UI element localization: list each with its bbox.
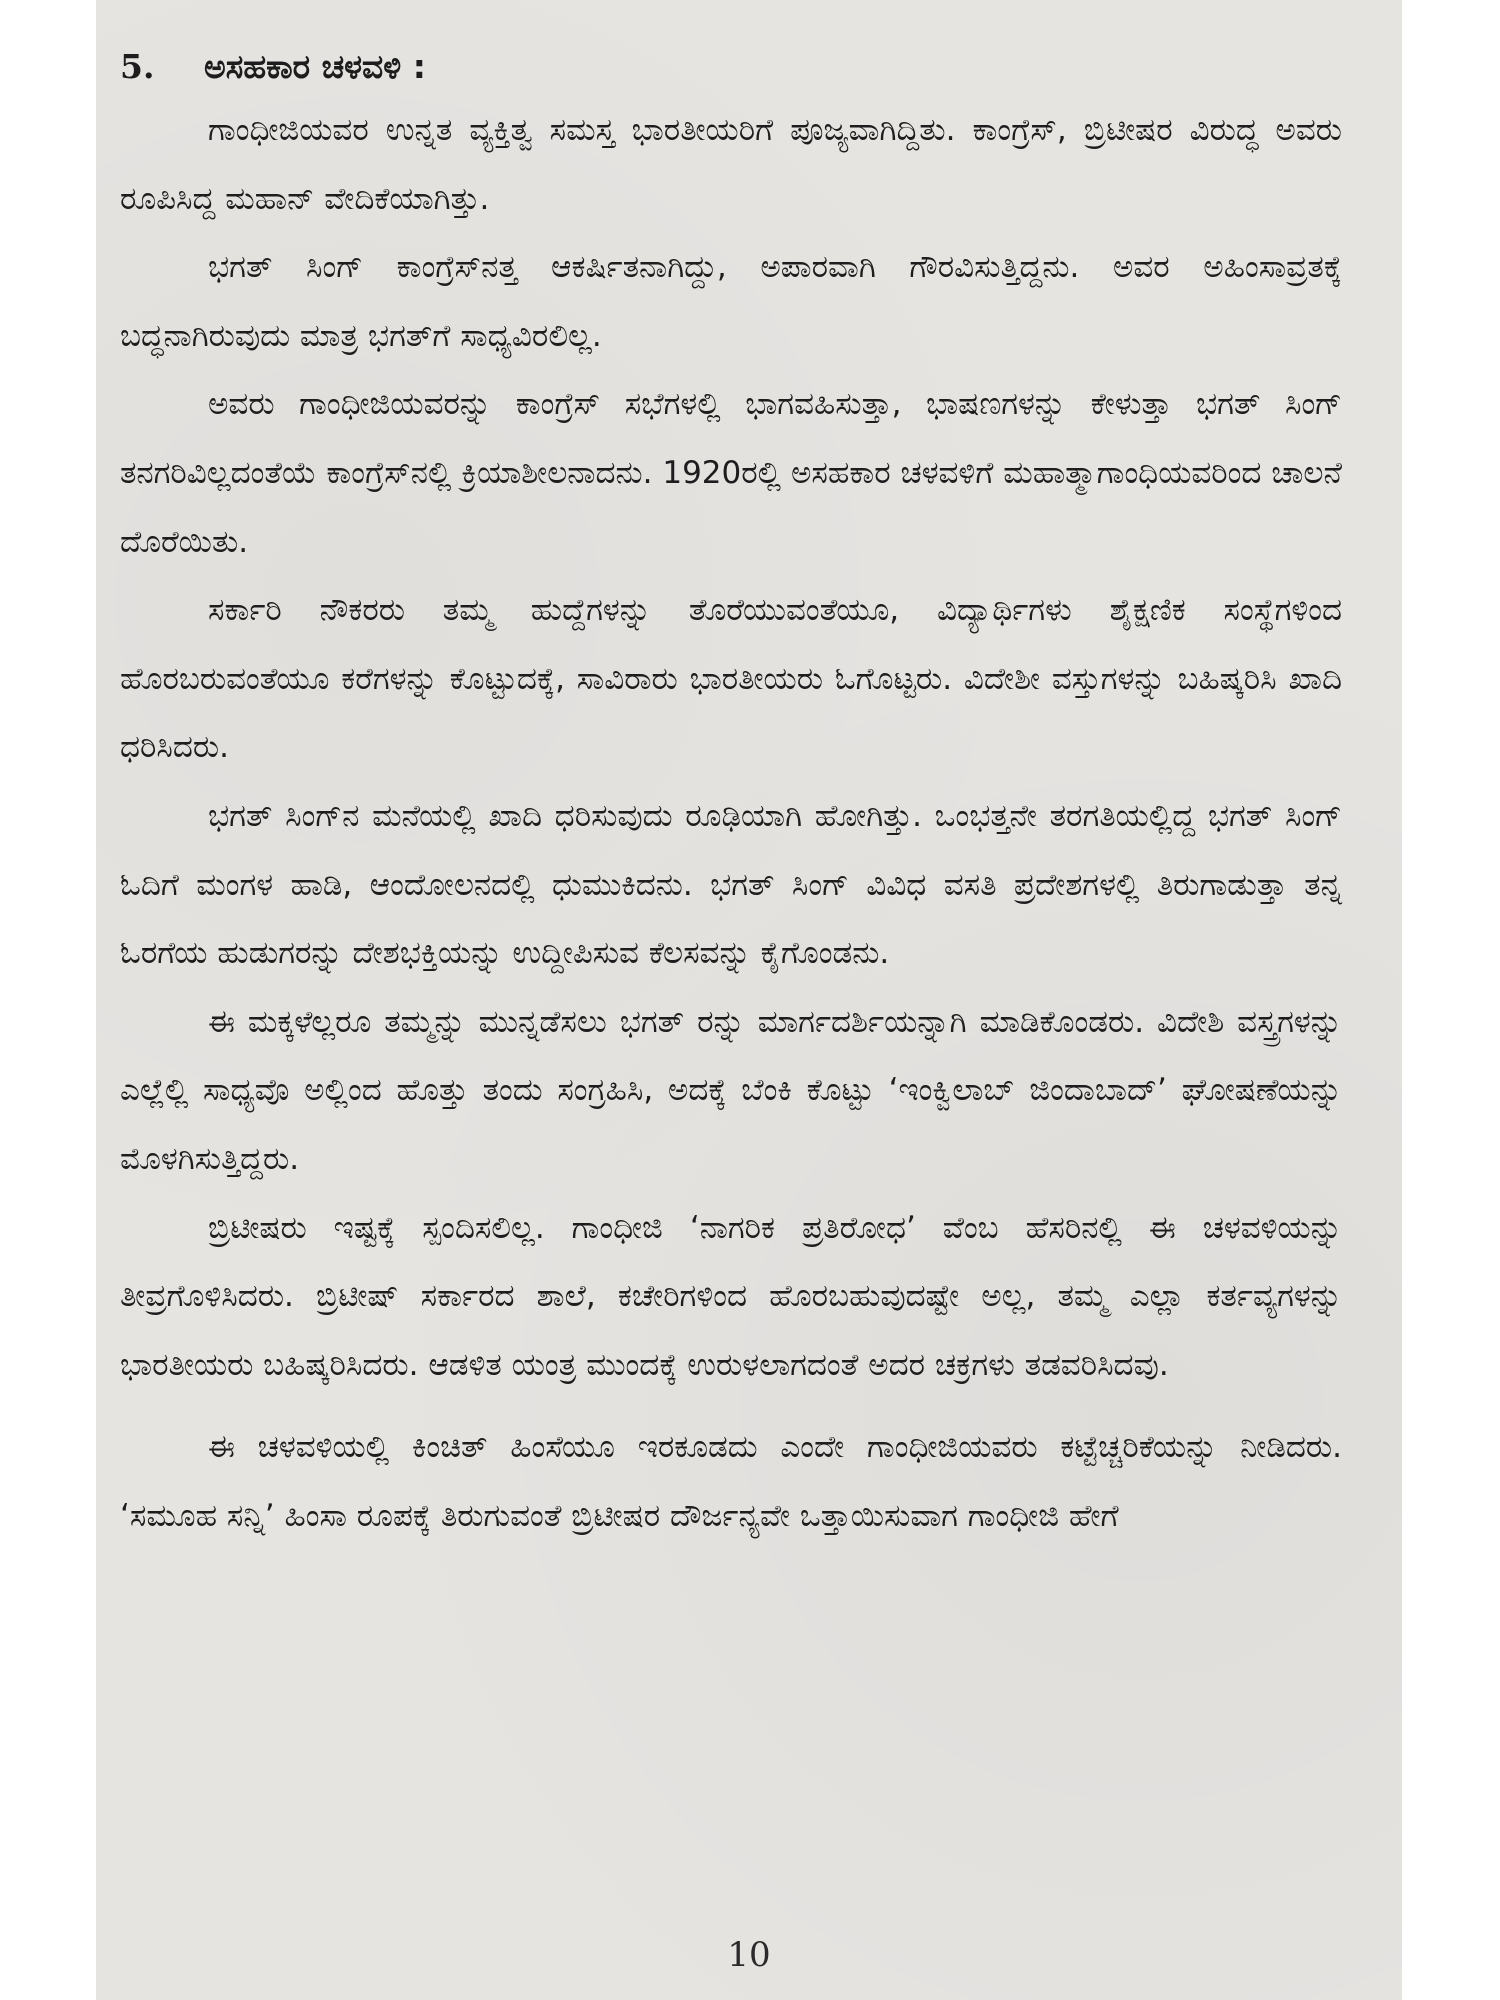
page-number: 10 <box>727 1935 771 1975</box>
section-heading <box>120 40 1342 94</box>
paragraph: ಸರ್ಕಾರಿ ನೌಕರರು ತಮ್ಮ ಹುದ್ದೆಗಳನ್ನು ತೊರೆಯುವಂತೆಯೂ, ವಿದ್ಯಾರ್ಥಿಗಳು ಶೈಕ್ಷಣಿಕ ಸಂಸ್ಥೆಗಳಿಂದ ಹೊರಬರುವಂತೆಯೂ ಕರೆಗಳನ್ನು ಕೊಟ್ಟುದಕ್ಕೆ, ಸಾವಿರಾರು ಭಾರತೀಯರು ಓಗೊಟ್ಟರು. ವಿದೇಶೀ ವಸ್ತುಗಳನ್ನು ಬಹಿಷ್ಕರಿಸಿ ಖಾದಿ ಧರಿಸಿದರು. <box>120 592 1342 766</box>
paragraph: ಗಾಂಧೀಜಿಯವರ ಉನ್ನತ ವ್ಯಕ್ತಿತ್ವ ಸಮಸ್ತ ಭಾರತೀಯರಿಗೆ ಪೂಜ್ಯವಾಗಿದ್ದಿತು. ಕಾಂಗ್ರೆಸ್, ಬ್ರಿಟೀಷರ ವಿರುದ್ಧ ಅವರು ರೂಪಿಸಿದ್ದ ಮಹಾನ್ ವೇದಿಕೆಯಾಗಿತ್ತು. <box>120 112 1342 217</box>
paragraph: ಈ ಚಳವಳಿಯಲ್ಲಿ ಕಿಂಚಿತ್ ಹಿಂಸೆಯೂ ಇರಕೂಡದು ಎಂದೇ ಗಾಂಧೀಜಿಯವರು ಕಟ್ಟೆಚ್ಚರಿಕೆಯನ್ನು ನೀಡಿದರು. ‘ಸಮೂಹ ಸನ್ನಿ’ ಹಿಂಸಾ ರೂಪಕ್ಕೆ ತಿರುಗುವಂತೆ ಬ್ರಿಟೀಷರ ದೌರ್ಜನ್ಯವೇ ಒತ್ತಾಯಿಸುವಾಗ ಗಾಂಧೀಜಿ ಹೇಗೆ <box>120 1429 1342 1534</box>
paragraph: ಬ್ರಿಟೀಷರು ಇಷ್ಟಕ್ಕೆ ಸ್ಪಂದಿಸಲಿಲ್ಲ. ಗಾಂಧೀಜಿ ‘ನಾಗರಿಕ ಪ್ರತಿರೋಧ’ ವೆಂಬ ಹೆಸರಿನಲ್ಲಿ ಈ ಚಳವಳಿಯನ್ನು ತೀವ್ರಗೊಳಿಸಿದರು. ಬ್ರಿಟೀಷ್ ಸರ್ಕಾರದ ಶಾಲೆ, ಕಚೇರಿಗಳಿಂದ ಹೊರಬಹುವುದಷ್ಟೇ ಅಲ್ಲ, ತಮ್ಮ ಎಲ್ಲಾ ಕರ್ತವ್ಯಗಳನ್ನು ಭಾರತೀಯರು ಬಹಿಷ್ಕರಿಸಿದರು. ಆಡಳಿತ ಯಂತ್ರ ಮುಂದಕ್ಕೆ ಉರುಳಲಾಗದಂತೆ ಅದರ ಚಕ್ರಗಳು ತಡವರಿಸಿದವು. <box>120 1209 1342 1383</box>
paragraph: ಈ ಮಕ್ಕಳೆಲ್ಲರೂ ತಮ್ಮನ್ನು ಮುನ್ನಡೆಸಲು ಭಗತ್ ರನ್ನು ಮಾರ್ಗದರ್ಶಿಯನ್ನಾಗಿ ಮಾಡಿಕೊಂಡರು. ವಿದೇಶಿ ವಸ್ತ್ರಗಳನ್ನು ಎಲ್ಲೆಲ್ಲಿ ಸಾಧ್ಯವೊ ಅಲ್ಲಿಂದ ಹೊತ್ತು ತಂದು ಸಂಗ್ರಹಿಸಿ, ಅದಕ್ಕೆ ಬೆಂಕಿ ಕೊಟ್ಟು ‘ಇಂಕ್ವಿಲಾಬ್ ಜಿಂದಾಬಾದ್’ ಘೋಷಣೆಯನ್ನು ಮೊಳಗಿಸುತ್ತಿದ್ದರು. <box>120 1003 1342 1177</box>
paragraph: ಅವರು ಗಾಂಧೀಜಿಯವರನ್ನು ಕಾಂಗ್ರೆಸ್ ಸಭೆಗಳಲ್ಲಿ ಭಾಗವಹಿಸುತ್ತಾ, ಭಾಷಣಗಳನ್ನು ಕೇಳುತ್ತಾ ಭಗತ್ ಸಿಂಗ್ ತನಗರಿವಿಲ್ಲದಂತೆಯೆ ಕಾಂಗ್ರೆಸ್‌ನಲ್ಲಿ ಕ್ರಿಯಾಶೀಲನಾದನು. 1920ರಲ್ಲಿ ಅಸಹಕಾರ ಚಳವಳಿಗೆ ಮಹಾತ್ಮಾಗಾಂಧಿಯವರಿಂದ ಚಾಲನೆ ದೊರೆಯಿತು. <box>120 386 1343 560</box>
paragraph: ಭಗತ್ ಸಿಂಗ್‌ನ ಮನೆಯಲ್ಲಿ ಖಾದಿ ಧರಿಸುವುದು ರೂಢಿಯಾಗಿ ಹೋಗಿತ್ತು. ಒಂಭತ್ತನೇ ತರಗತಿಯಲ್ಲಿದ್ದ ಭಗತ್ ಸಿಂಗ್ ಓದಿಗೆ ಮಂಗಳ ಹಾಡಿ, ಆಂದೋಲನದಲ್ಲಿ ಧುಮುಕಿದನು. ಭಗತ್ ಸಿಂಗ್ ವಿವಿಧ ವಸತಿ ಪ್ರದೇಶಗಳಲ್ಲಿ ತಿರುಗಾಡುತ್ತಾ ತನ್ನ ಓರಗೆಯ ಹುಡುಗರನ್ನು ದೇಶಭಕ್ತಿಯನ್ನು ಉದ್ದೀಪಿಸುವ ಕೆಲಸವನ್ನು ಕೈಗೊಂಡನು. <box>120 797 1342 972</box>
section-number: 5. <box>120 47 155 86</box>
paragraph: ಭಗತ್ ಸಿಂಗ್ ಕಾಂಗ್ರೆಸ್‌ನತ್ತ ಆಕರ್ಷಿತನಾಗಿದ್ದು, ಅಪಾರವಾಗಿ ಗೌರವಿಸುತ್ತಿದ್ದನು. ಅವರ ಅಹಿಂಸಾವ್ರತಕ್ಕೆ ಬದ್ಧನಾಗಿರುವುದು ಮಾತ್ರ ಭಗತ್‌ಗೆ ಸಾಧ್ಯವಿರಲಿಲ್ಲ. <box>120 249 1342 354</box>
book-page <box>96 0 1402 2000</box>
section-title: ಅಸಹಕಾರ ಚಳವಳಿ : <box>204 47 426 86</box>
